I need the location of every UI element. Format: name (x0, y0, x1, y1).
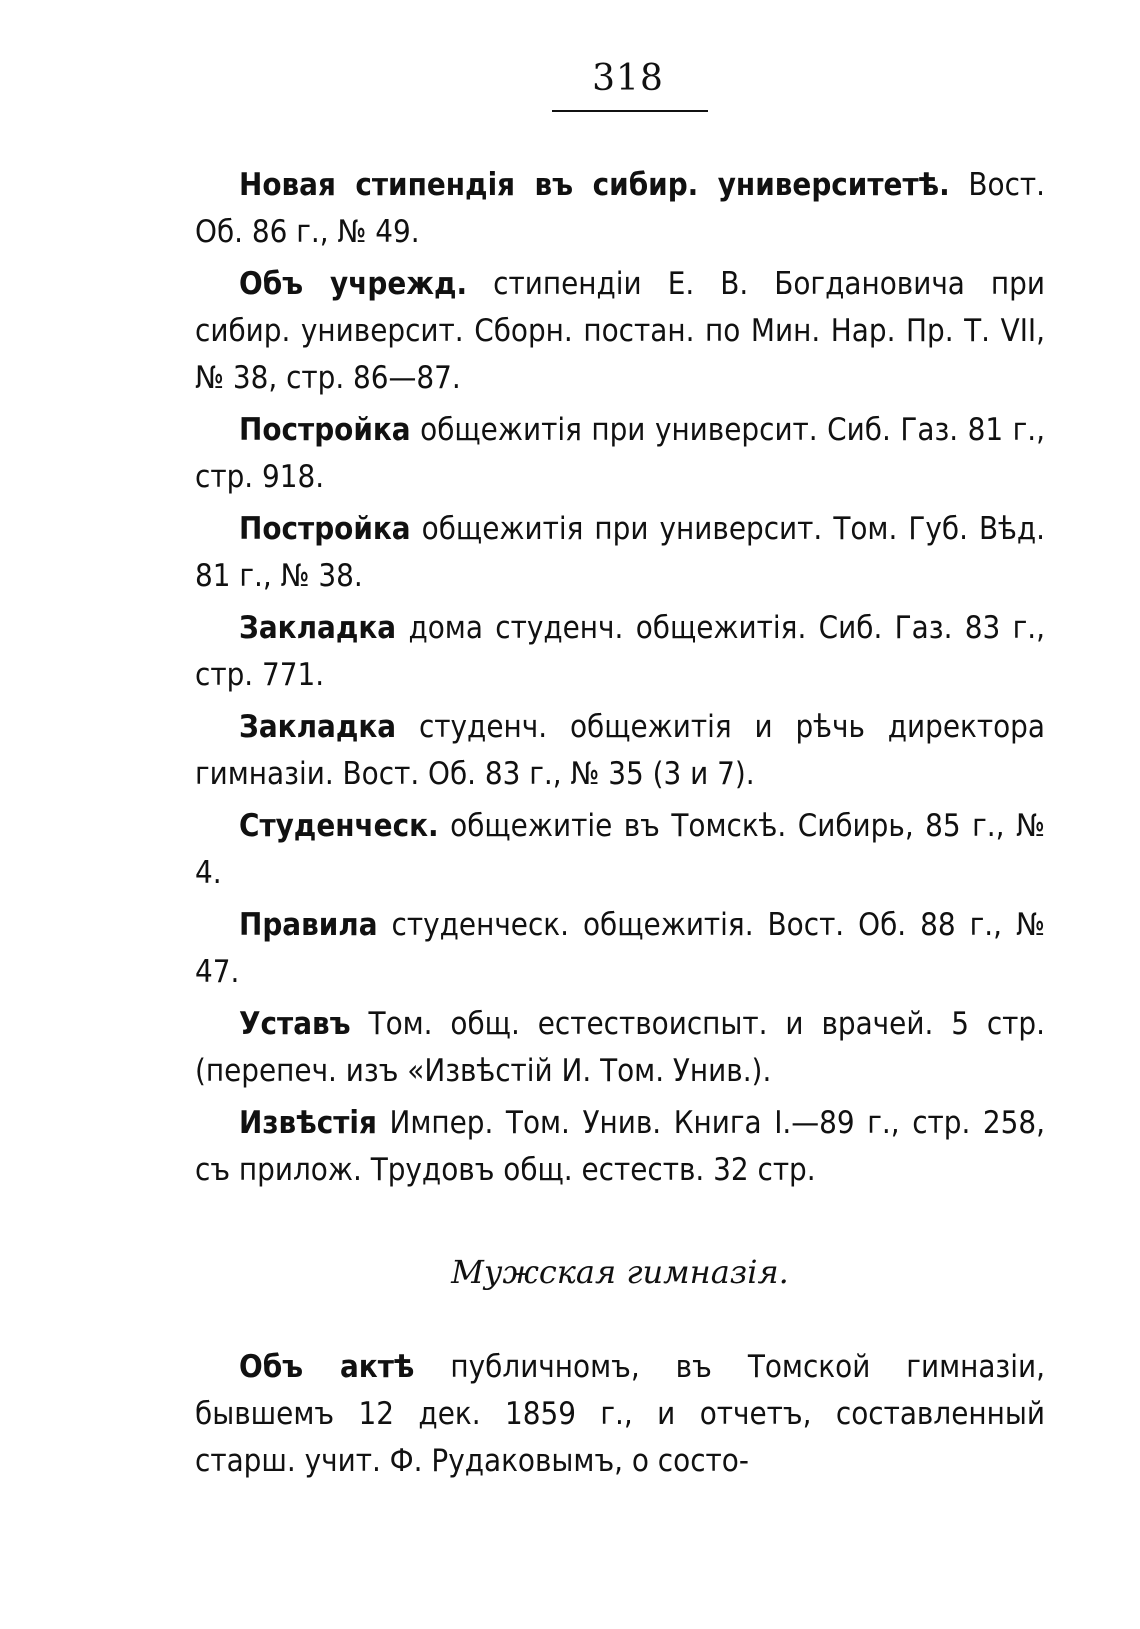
entry-text: общежитія при университ. Сиб. Газ. 81 г., стр. 918. (195, 412, 1045, 495)
section-heading: Мужская гимназія. (451, 1253, 789, 1291)
bibliography-entry (195, 162, 1045, 256)
bibliography-entries (195, 162, 1045, 1199)
entry-text: дома студенч. общежитія. Сиб. Газ. 83 г., стр. 771. (195, 610, 1045, 693)
entry-lead: Извѣстія (239, 1105, 377, 1141)
section-entries (195, 1344, 1045, 1490)
page-number-rule (552, 110, 708, 112)
entry-text: Том. общ. естествоиспыт. и врачей. 5 стр. (перепеч. изъ «Извѣстій И. Том. Унив.). (195, 1006, 1045, 1089)
entry-text: студенч. общежитія и рѣчь директора гимназіи. Вост. Об. 83 г., № 35 (3 и 7). (195, 709, 1045, 792)
entry-lead: Новая стипендія въ сибир. университетѣ. (239, 167, 950, 203)
bibliography-entry (195, 261, 1045, 402)
entry-text: стипендіи Е. В. Богдановича при сибир. университ. Сборн. постан. по Мин. Нар. Пр. Т. VII, № 38, стр. 86—87. (195, 266, 1045, 396)
bibliography-entry (195, 902, 1045, 996)
entry-text: Вост. Об. 86 г., № 49. (195, 167, 1045, 250)
entry-lead: Закладка (239, 709, 397, 745)
entry-text: общежитія при университ. Том. Губ. Вѣд. 81 г., № 38. (195, 511, 1045, 594)
entry-text: общежитіе въ Томскѣ. Сибирь, 85 г., № 4. (195, 808, 1045, 891)
entry-lead: Уставъ (239, 1006, 351, 1042)
entry-lead: Закладка (239, 610, 397, 646)
bibliography-entry (195, 1001, 1045, 1095)
entry-lead: Постройка (239, 511, 411, 547)
page-number: 318 (592, 58, 664, 99)
bibliography-entry (195, 704, 1045, 798)
entry-lead: Правила (239, 907, 378, 943)
bibliography-entry (195, 1100, 1045, 1194)
bibliography-entry (195, 407, 1045, 501)
bibliography-entry (195, 506, 1045, 600)
entry-lead: Объ учрежд. (239, 266, 468, 302)
bibliography-entry (195, 803, 1045, 897)
entry-text: Импер. Том. Унив. Книга I.—89 г., стр. 258, съ прилож. Трудовъ общ. естеств. 32 стр. (195, 1105, 1045, 1188)
entry-lead: Студенческ. (239, 808, 439, 844)
entry-lead: Постройка (239, 412, 411, 448)
entry-text: студенческ. общежитія. Вост. Об. 88 г., № 47. (195, 907, 1045, 990)
entry-lead: Объ актѣ (239, 1349, 415, 1385)
bibliography-entry (195, 1344, 1045, 1485)
bibliography-entry (195, 605, 1045, 699)
entry-text: публичномъ, въ Томской гимназіи, бывшемъ 12 дек. 1859 г., и отчетъ, составленный старш. учит. Ф. Рудаковымъ, о состо- (195, 1349, 1045, 1479)
